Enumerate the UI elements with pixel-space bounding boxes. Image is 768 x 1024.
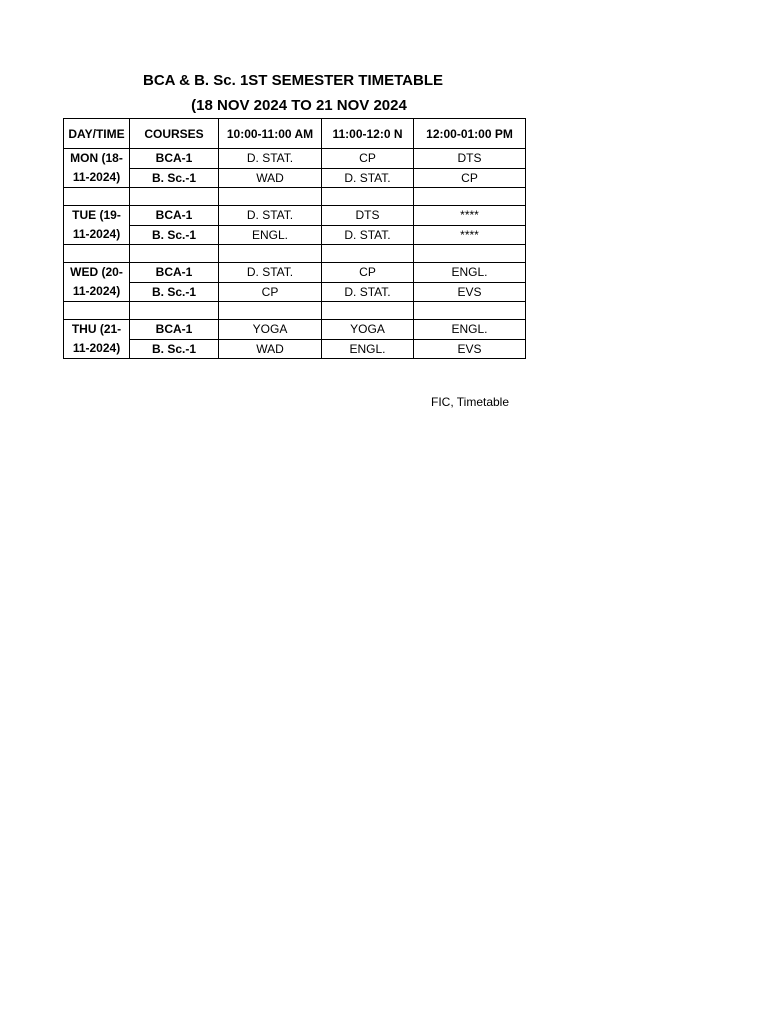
table-row — [64, 206, 526, 226]
slot-cell: D. STAT. — [219, 206, 322, 226]
timetable-date-range: (18 NOV 2024 TO 21 NOV 2024 — [191, 97, 407, 114]
slot-cell: YOGA — [322, 320, 414, 340]
slot-cell: CP — [414, 168, 526, 188]
slot-cell: EVS — [414, 282, 526, 302]
day-cell: WED (20-11-2024) — [64, 263, 130, 302]
slot-cell: **** — [414, 206, 526, 226]
spacer-row — [64, 188, 526, 206]
slot-cell: D. STAT. — [322, 168, 414, 188]
spacer-row — [64, 245, 526, 263]
table-row — [64, 320, 526, 340]
slot-cell: DTS — [322, 206, 414, 226]
course-cell: B. Sc.-1 — [130, 168, 219, 188]
slot-cell: ENGL. — [414, 320, 526, 340]
header-day-time: DAY/TIME — [64, 119, 130, 149]
slot-cell: D. STAT. — [219, 263, 322, 283]
slot-cell: CP — [322, 149, 414, 169]
day-cell: THU (21-11-2024) — [64, 320, 130, 359]
slot-cell: WAD — [219, 339, 322, 359]
slot-cell: CP — [219, 282, 322, 302]
table-row — [64, 282, 526, 302]
slot-cell: EVS — [414, 339, 526, 359]
table-row — [64, 339, 526, 359]
course-cell: BCA-1 — [130, 149, 219, 169]
slot-cell: CP — [322, 263, 414, 283]
course-cell: BCA-1 — [130, 320, 219, 340]
table-row — [64, 149, 526, 169]
day-cell: TUE (19-11-2024) — [64, 206, 130, 245]
slot-cell: D. STAT. — [322, 225, 414, 245]
slot-cell: D. STAT. — [219, 149, 322, 169]
timetable-title: BCA & B. Sc. 1ST SEMESTER TIMETABLE — [142, 72, 444, 89]
course-cell: B. Sc.-1 — [130, 225, 219, 245]
course-cell: BCA-1 — [130, 206, 219, 226]
slot-cell: **** — [414, 225, 526, 245]
header-slot-1: 10:00-11:00 AM — [219, 119, 322, 149]
header-slot-3: 12:00-01:00 PM — [414, 119, 526, 149]
slot-cell: ENGL. — [322, 339, 414, 359]
slot-cell: WAD — [219, 168, 322, 188]
course-cell: BCA-1 — [130, 263, 219, 283]
table-row — [64, 225, 526, 245]
slot-cell: DTS — [414, 149, 526, 169]
slot-cell: ENGL. — [219, 225, 322, 245]
slot-cell: D. STAT. — [322, 282, 414, 302]
header-courses: COURSES — [130, 119, 219, 149]
slot-cell: ENGL. — [414, 263, 526, 283]
header-slot-2: 11:00-12:0 N — [322, 119, 414, 149]
course-cell: B. Sc.-1 — [130, 339, 219, 359]
day-cell: MON (18-11-2024) — [64, 149, 130, 188]
timetable-table — [63, 118, 526, 359]
header-row — [64, 119, 526, 149]
table-row — [64, 263, 526, 283]
spacer-row — [64, 302, 526, 320]
slot-cell: YOGA — [219, 320, 322, 340]
signature-text: FIC, Timetable — [431, 395, 510, 409]
course-cell: B. Sc.-1 — [130, 282, 219, 302]
table-row — [64, 168, 526, 188]
